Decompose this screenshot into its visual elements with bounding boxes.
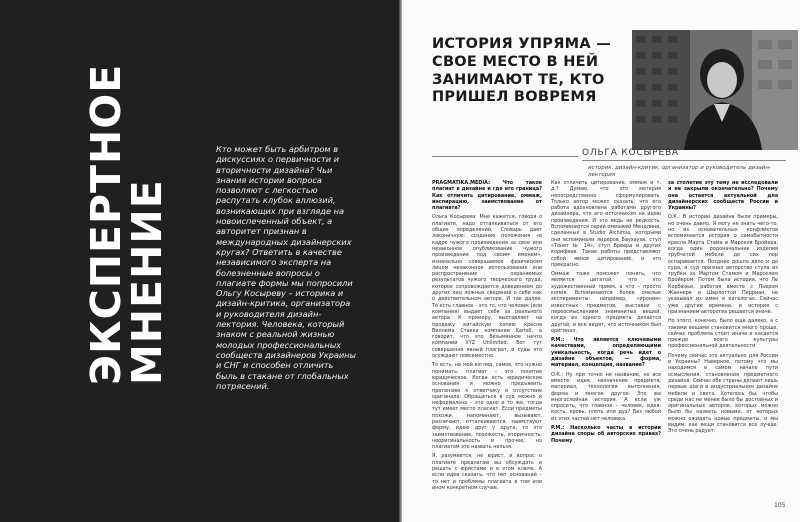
- section-title-line-1: ЭКСПЕРТНОЕ: [82, 63, 130, 385]
- column-paragraph: P.M.: Что является ключевыми качествами, определяющими уникальность, когда речь идет о дизайне объектов, — форма, материал, концепция, название?: [551, 337, 661, 369]
- column-paragraph: О.К.: Ну при точно не название, но все вместе: идея, назначение предмета, материал, технология выполнения, форма и многое другое. Это же многослойная история. А если уж спросить, что главное – человек, идея, кость, кровь, плоть или дух? Без любой из этих частей нет человека.: [551, 371, 661, 422]
- expert-role: историк, дизайн-критик, организатор и руководитель дизайн-лектория: [588, 165, 771, 178]
- column-paragraph: Почему сейчас это актуально для России и Украины? Наверное, потому что мы находимся в самом начале пути осмысления, становления предметного дизайна. Сейчас обе страны делают лишь первые шаги в индустриальном дизайне мебели и света. Хотелось бы, чтобы среди нас не менее было бы достойных и оригинальных авторов, которых можно было бы назвать новыми, от которых можно ожидать новые предметы, и мы видим, как вещи становятся все лучше. Это очень радует.: [668, 352, 778, 435]
- article-column-1: [432, 180, 542, 494]
- column-paragraph: То есть, на мой взгляд, самое, что нужно понимать: плагиат – это понятие юридическое. Когда есть юридические основания и можно предъявить претензию к ответчику в отсутствие оригинала. Обращаться в суд можно и неформально – это одно и то же, тогда тут имеет место плагиат. Если предметы похожи, напоминают, вызывают, различают, отталкиваются, заимствуют форму, идею друг у друга, то это заимствование, похожесть, вторичность, неоригинальность и прочее, но плагиатом это назвать нельзя.: [432, 362, 542, 451]
- expert-portrait-photo: [632, 30, 798, 150]
- headline-divider: [432, 156, 578, 157]
- page-number: 105: [774, 502, 786, 509]
- left-page: [0, 0, 398, 522]
- column-paragraph: Я, разумеется, не юрист, и вопрос о плагиате предлагаю вы обсуждать и решать с юристами и в этом ключе. А если идеи сказать, что нет оснований – то нет и проблемы плагиата в том или ином конкретном случае.: [432, 453, 542, 491]
- intro-text: Кто может быть арбитром в дискуссиях о первичности и вторичности дизайна? Чьи знания истории вопроса позволяют с легкостью распутать клубок аллюзий, возникающих при взгляде на новоиспеченный объект, а авторитет признан в международных дизайнерских кругах? Ответить в качестве независимого эксперта на болезненные вопросы о плагиате формы мы попросили Ольгу Косыреву – историка и дизайн-критика, организатора и руководителя дизайн-лектория. Человека, который знаком с реальной жизнью молодых профессиональных сообществ дизайнеров Украины и СНГ и способен отличить быль в стакане от глобальных потрясений.: [216, 144, 357, 391]
- article-headline: ИСТОРИЯ УПРЯМА — СВОЕ МЕСТО В НЕЙ ЗАНИМАЮТ ТЕ, КТО ПРИШЕЛ ВОВРЕМЯ: [432, 36, 612, 106]
- article-column-2: [551, 180, 661, 447]
- article-column-3: [668, 180, 778, 438]
- column-paragraph: Но этого, конечно, было еще далеко, а с такими вещами становится много проще, сейчас проблема стоит иначе и касается прежде всего культуры профессиональной деятельности.: [668, 318, 778, 350]
- expert-name: ОЛЬГА КОСЫРЕВА: [582, 148, 679, 158]
- column-paragraph: P.M.: Насколько часты в истории дизайна споры об авторских правах? Почему: [551, 424, 661, 444]
- section-title-line-2: МНЕНИЕ: [123, 179, 171, 385]
- column-paragraph: Как отличить цитирование, оммаж и т. д.? Думаю, что это материя непосредственно сформулировать. Только автор может сказать, что его работа вдохновлена работами другого дизайнера, что его источником на идею произведения. И это ведь не редкость. Вспоминаются серии оммажей Мендлини, сделанных в Studio Alchimia, которыми они вспоминали лидеров Баухауза, стул «Тонет № 14», стул Бреера и других корифеев. Такие работы представляют собой явное цитирование, и это прекрасно.: [551, 180, 661, 268]
- name-divider: [582, 160, 786, 161]
- column-paragraph: PRAGMATIKA.MEDIA: Что такое плагиат в дизайне и где его граница? Как отличить цитирование, оммаж, инспирацию, заимствование от плагиата?: [432, 180, 542, 212]
- column-paragraph: О.К.: В истории дизайна были примеры, но очень давно. Я могу не знать чего-то, но из основательных конфликтов вспоминается история о самобытности кресла Марта Стама и Марселя Бройера, когда один родоначальник изделия трубчатой мебели до сих пор оспаривается. Позднее дошло дело и до суда, и суд признал авторство стула из трубки за Мартом Стамом и Марселем Бройером. Потом была история, что Ле Корбюзье, работая вместе с Пьером Жаннере и Шарлоттой Перриан, не указывал их имен в каталогах. Сейчас уже другие времена, и история с признанием авторства решается иначе.: [668, 214, 778, 315]
- portrait-image: [632, 30, 798, 150]
- column-paragraph: за столетие эту тему не исследовали и не закрыли окончательно? Почему она остается актуальной для дизайнерских сообществ России и Украины?: [668, 180, 778, 212]
- column-paragraph: Ольга Косырева: Мне кажется, говоря о плагиате, надо отталкиваться от его общих определений. Словарь дает лаконичную: создание положения «в кадре чужого произведения за свое или незаконное опубликование чужого произведения под своим именем», изначально совершаемое физическим лицом незаконное использование или распространение охраняемых результатов чужого творческого труда, которое сопровождается доведением до других лиц ложных сведений о себе как о действительном авторе. И так далее. То есть главное – это то, что человек (или компания) выдает себя за реального автора. К примеру, выставляет на продажу китайскую копию кресла Виллема Стакка компании Kartell, а говорит, что это безымянное нечто компании XYZ Unlimited. Вот тут совершенно явный плагиат, и суды это осуждают повсеместно.: [432, 214, 542, 360]
- column-paragraph: Оммаж тоже поможет понять, что является цитатой, что это художественный прием, а что – просто копия. Вспоминаются более смелые эксперименты: например, «ирония» известных предметов, выставки с переосмыслением знаменитых вещей, когда из одного предмета делается другой, и все видят, что источником был оригинал.: [551, 271, 661, 334]
- section-title: [82, 63, 171, 385]
